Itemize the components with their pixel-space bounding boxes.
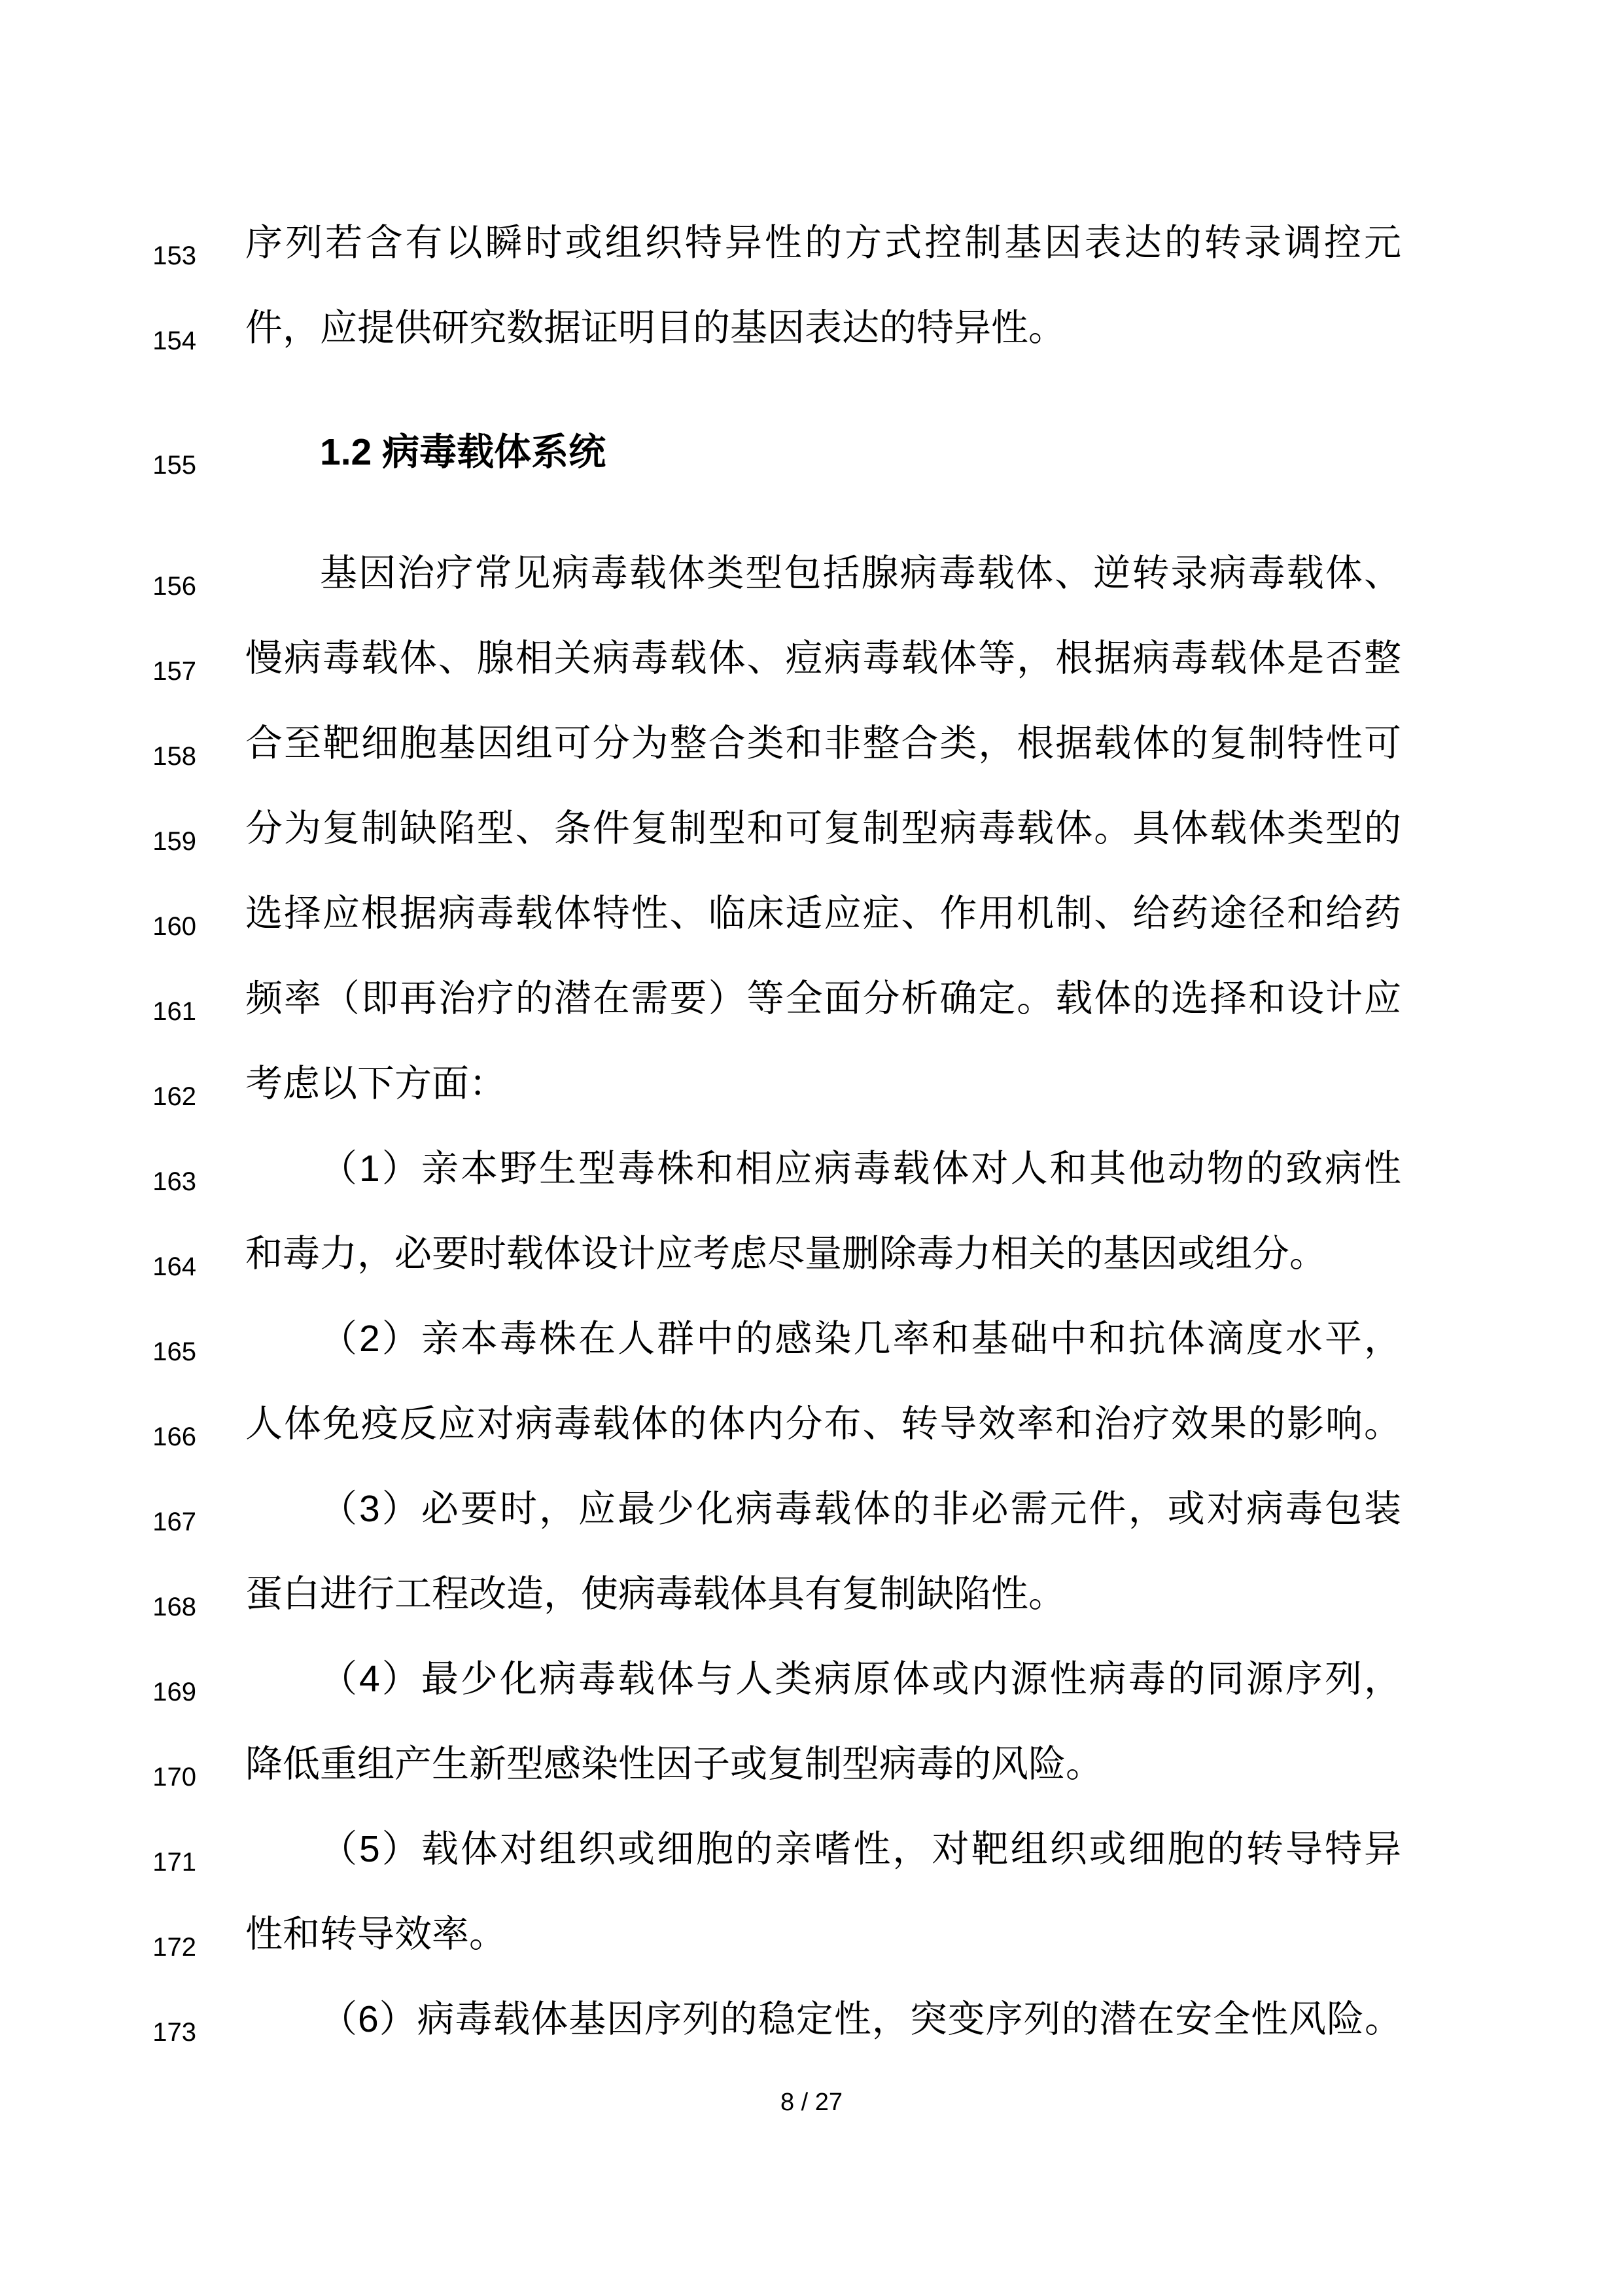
line-text: 分为复制缺陷型、条件复制型和可复制型病毒载体。具体载体类型的 <box>245 807 1401 849</box>
line-text: 蛋白进行工程改造，使病毒载体具有复制缺陷性。 <box>245 1573 1066 1615</box>
document-line <box>0 410 1623 495</box>
line-text: 降低重组产生新型感染性因子或复制型病毒的风险。 <box>245 1743 1103 1785</box>
line-text: 性和转导效率。 <box>245 1913 506 1955</box>
line-number: 157 <box>152 657 196 686</box>
line-text: （2）亲本毒株在人群中的感染几率和基础中和抗体滴度水平， <box>320 1318 1401 1360</box>
line-number: 159 <box>152 827 196 856</box>
document-line <box>0 1892 1623 1977</box>
line-number: 164 <box>152 1252 196 1281</box>
line-number: 167 <box>152 1508 196 1536</box>
document-line <box>0 1807 1623 1892</box>
document-line <box>0 200 1623 285</box>
line-text: （4）最少化病毒载体与人类病原体或内源性病毒的同源序列， <box>320 1658 1401 1700</box>
line-number: 172 <box>152 1933 196 1962</box>
document-body <box>0 200 1623 2062</box>
line-text: 和毒力，必要时载体设计应考虑尽量删除毒力相关的基因或组分。 <box>245 1233 1327 1275</box>
line-number: 158 <box>152 742 196 771</box>
document-line <box>0 285 1623 370</box>
line-number: 163 <box>152 1167 196 1196</box>
section-heading: 1.2 病毒载体系统 <box>320 431 606 473</box>
document-line <box>0 1211 1623 1296</box>
line-text: 考虑以下方面： <box>245 1063 506 1104</box>
document-line <box>0 1977 1623 2062</box>
page-number: 8 / 27 <box>780 2089 843 2116</box>
line-number: 154 <box>152 327 196 355</box>
line-text: 合至靶细胞基因组可分为整合类和非整合类，根据载体的复制特性可 <box>245 722 1401 764</box>
line-number: 165 <box>152 1337 196 1366</box>
line-number: 169 <box>152 1678 196 1706</box>
line-number: 170 <box>152 1763 196 1792</box>
document-line <box>0 701 1623 786</box>
document-line <box>0 1041 1623 1126</box>
line-text: （1）亲本野生型毒株和相应病毒载体对人和其他动物的致病性 <box>320 1148 1401 1190</box>
line-text: （5）载体对组织或细胞的亲嗜性，对靶组织或细胞的转导特异 <box>320 1828 1401 1870</box>
line-text: 选择应根据病毒载体特性、临床适应症、作用机制、给药途径和给药 <box>245 892 1401 934</box>
document-line <box>0 1381 1623 1466</box>
document-line <box>0 1551 1623 1636</box>
document-line <box>0 1126 1623 1211</box>
line-text: 件，应提供研究数据证明目的基因表达的特异性。 <box>245 307 1066 349</box>
line-text: （6）病毒载体基因序列的稳定性，突变序列的潜在安全性风险。 <box>320 1998 1401 2040</box>
document-line <box>0 871 1623 956</box>
document-line <box>0 1636 1623 1722</box>
document-line <box>0 786 1623 871</box>
line-number: 168 <box>152 1593 196 1621</box>
line-number: 171 <box>152 1848 196 1877</box>
line-text: 基因治疗常见病毒载体类型包括腺病毒载体、逆转录病毒载体、 <box>320 552 1401 594</box>
line-number: 166 <box>152 1422 196 1451</box>
document-line <box>0 616 1623 701</box>
document-line <box>0 1296 1623 1381</box>
line-number: 161 <box>152 997 196 1026</box>
line-text: 慢病毒载体、腺相关病毒载体、痘病毒载体等，根据病毒载体是否整 <box>245 637 1401 679</box>
document-line <box>0 531 1623 616</box>
line-text: 序列若含有以瞬时或组织特异性的方式控制基因表达的转录调控元 <box>245 222 1401 264</box>
line-text: （3）必要时，应最少化病毒载体的非必需元件，或对病毒包装 <box>320 1488 1401 1530</box>
line-number: 162 <box>152 1082 196 1111</box>
document-line <box>0 1722 1623 1807</box>
line-number: 156 <box>152 572 196 601</box>
line-text: 频率（即再治疗的潜在需要）等全面分析确定。载体的选择和设计应 <box>245 978 1401 1019</box>
line-number: 160 <box>152 912 196 941</box>
line-number: 173 <box>152 2018 196 2047</box>
document-line <box>0 1466 1623 1551</box>
line-number: 153 <box>152 241 196 270</box>
line-text: 人体免疫反应对病毒载体的体内分布、转导效率和治疗效果的影响。 <box>245 1403 1401 1445</box>
document-line <box>0 956 1623 1041</box>
line-number: 155 <box>152 451 196 480</box>
